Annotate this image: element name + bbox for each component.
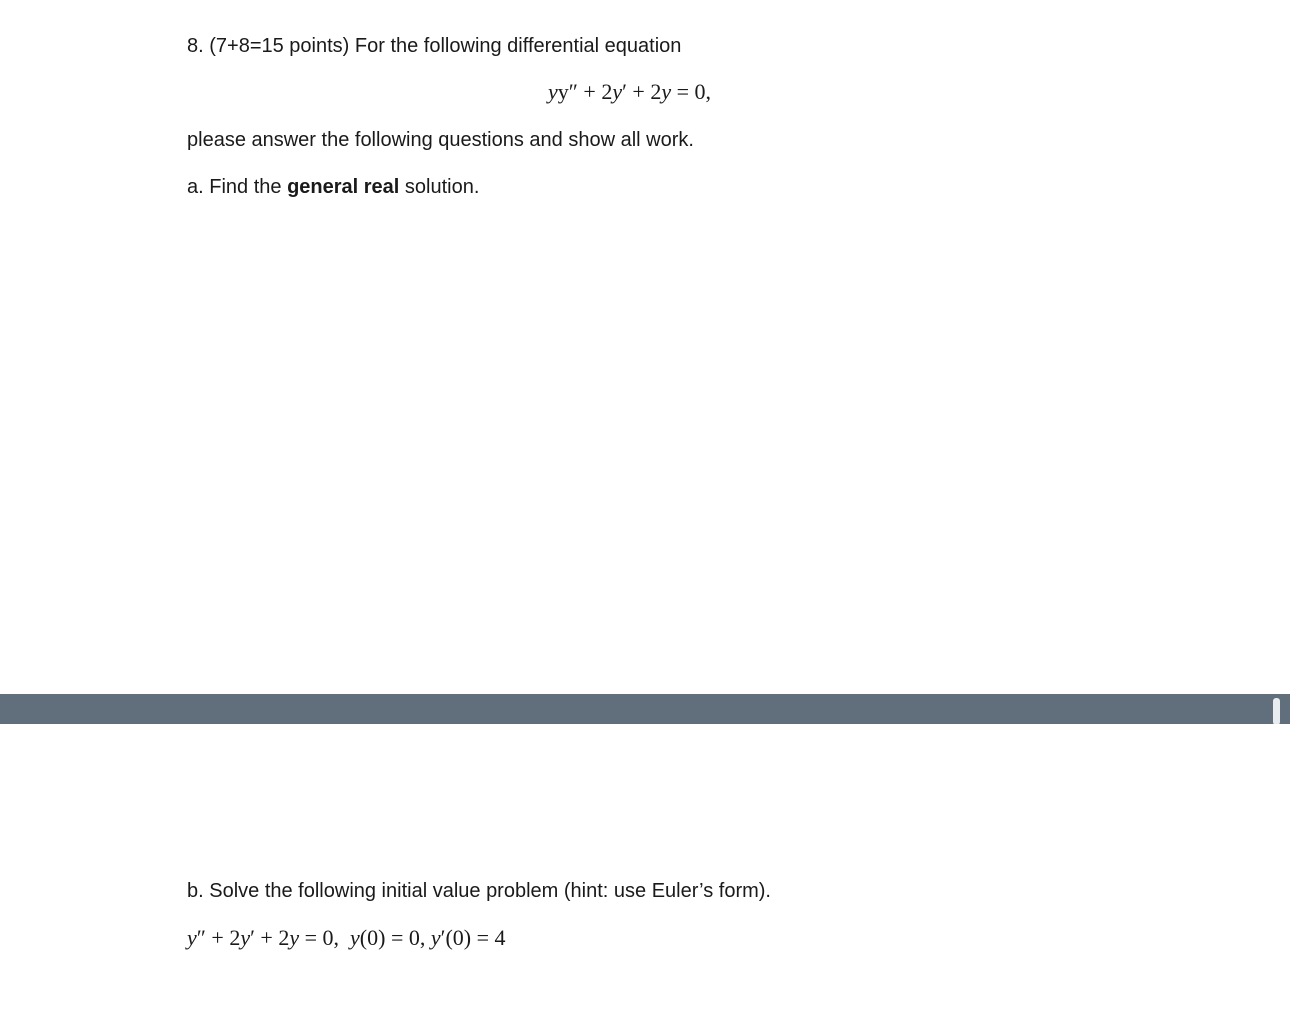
equation-part-2: ′ + 2 [622,79,662,104]
equation-part-1: y″ + 2 [557,79,613,104]
instruction-text: please answer the following questions and show all work. [187,129,694,151]
page-separator [0,694,1290,724]
part-b-text: b. Solve the following initial value problem (hint: use Euler’s form). [187,880,771,902]
ivp-part-1: ″ + 2 [196,925,241,950]
ivp-part-3: = 0, [299,925,351,950]
ivp-part-2: ′ + 2 [250,925,290,950]
part-a-text [187,175,479,199]
question-header: 8. (7+8=15 points) For the following differential equation [187,35,682,57]
part-a-suffix: solution. [399,176,480,198]
initial-value-problem: y″ + 2y′ + 2y = 0, y(0) = 0, y′(0) = 4 [187,925,506,950]
differential-equation: yy″ + 2y′ + 2y = 0, [548,79,712,104]
scrollbar-thumb[interactable] [1273,698,1280,725]
equation-part-3: = 0, [671,79,712,104]
document-page-2 [0,724,1290,1024]
ivp-part-5: ′(0) = 4 [440,925,506,950]
part-a-prefix: a. Find the [187,176,288,198]
part-a-bold: general real [287,176,400,198]
ivp-part-4: (0) = 0, [359,925,431,950]
